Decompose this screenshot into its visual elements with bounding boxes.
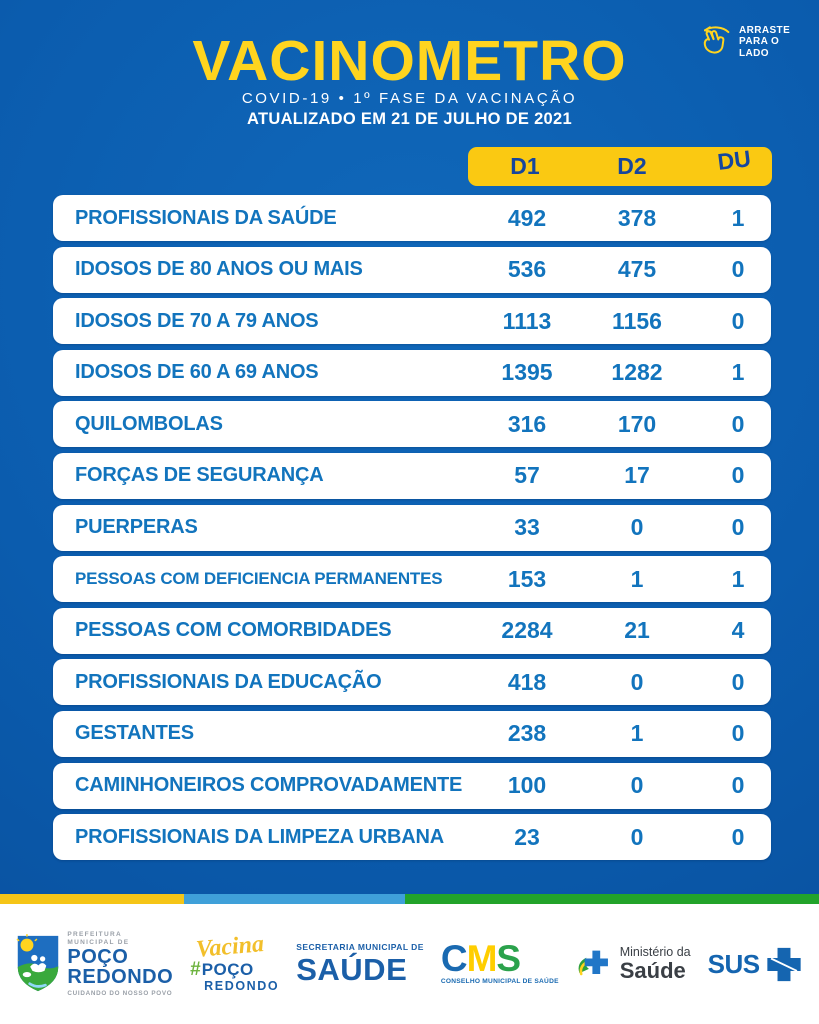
hashtag-icon: #	[190, 959, 201, 981]
ministerio-line1: Ministério da	[619, 945, 691, 960]
row-value: 536	[507, 256, 547, 283]
cms-logo	[440, 938, 559, 986]
table-row	[53, 763, 771, 809]
row-value: 492	[507, 204, 547, 231]
swipe-hint-label: ARRASTE PARA O LADO	[739, 24, 791, 59]
row-label: PROFISSIONAIS DA SAÚDE	[75, 206, 337, 229]
row-label: IDOSOS DE 70 A 79 ANOS	[75, 309, 319, 332]
table-row	[53, 453, 771, 499]
row-label: QUILOMBOLAS	[75, 412, 223, 435]
strip-lightblue	[184, 894, 405, 904]
table-row	[53, 556, 771, 602]
footer-logos	[0, 904, 819, 1024]
row-value: 0	[731, 256, 745, 283]
row-value: 4	[731, 617, 745, 644]
table-row	[53, 298, 771, 344]
page-title: VACINOMETRO	[192, 29, 627, 93]
secretaria-line2: SAÚDE	[296, 951, 408, 987]
row-value: 21	[624, 617, 650, 644]
page-subtitle: COVID-19 • 1º FASE DA VACINAÇÃO	[241, 90, 578, 107]
table-row	[53, 659, 771, 705]
prefeitura-name1: POÇO	[67, 946, 129, 969]
row-value: 1	[630, 565, 644, 592]
row-value: 23	[514, 823, 540, 850]
prefeitura-logo	[15, 931, 173, 997]
secretaria-line1: SECRETARIA MUNICIPAL DE	[296, 942, 424, 953]
row-value: 1	[731, 359, 745, 386]
row-label: CAMINHONEIROS COMPROVADAMENTE	[75, 774, 463, 797]
table-row	[53, 247, 771, 293]
table-row	[53, 350, 771, 396]
table-row	[53, 195, 771, 241]
row-value: 0	[731, 668, 745, 695]
cms-letter-s: S	[496, 938, 521, 980]
column-d1: D1	[510, 153, 540, 179]
row-label: PUERPERAS	[75, 516, 198, 539]
vacina-script-text: Vacina	[195, 931, 266, 964]
strip-yellow	[0, 894, 184, 904]
row-value: 238	[507, 720, 547, 747]
row-value: 0	[630, 823, 644, 850]
row-label: PESSOAS COM COMORBIDADES	[75, 619, 392, 642]
row-value: 170	[617, 410, 657, 437]
row-value: 1113	[502, 307, 552, 334]
row-label: PROFISSIONAIS DA EDUCAÇÃO	[75, 670, 382, 693]
row-value: 153	[507, 565, 547, 592]
column-d2: D2	[617, 153, 647, 179]
column-du: DU	[716, 145, 753, 175]
table-column-header	[468, 147, 772, 186]
footer-color-strip	[0, 894, 819, 904]
table-row	[53, 711, 771, 757]
row-value: 2284	[501, 617, 553, 644]
row-label: IDOSOS DE 60 A 69 ANOS	[75, 361, 319, 384]
sus-cross-icon	[764, 946, 804, 983]
ministerio-cross-icon	[576, 947, 614, 982]
prefeitura-line2: MUNICIPAL DE	[67, 938, 130, 946]
row-value: 57	[514, 462, 540, 489]
cms-letter-m: M	[466, 938, 497, 980]
row-value: 0	[731, 772, 745, 799]
sus-label: SUS	[707, 948, 760, 979]
table-row	[53, 505, 771, 551]
row-value: 1395	[501, 359, 553, 386]
ministerio-saude-logo	[576, 946, 691, 982]
prefeitura-slogan: CUIDANDO DO NOSSO POVO	[67, 989, 173, 997]
row-label: IDOSOS DE 80 ANOS OU MAIS	[75, 258, 363, 281]
prefeitura-name2: REDONDO	[67, 966, 174, 989]
table-row	[53, 608, 771, 654]
table-row	[53, 401, 771, 447]
row-value: 0	[731, 462, 745, 489]
prefeitura-shield-icon	[15, 933, 61, 994]
row-value: 0	[731, 823, 745, 850]
row-value: 17	[624, 462, 650, 489]
row-value: 1	[731, 204, 745, 231]
row-value: 475	[617, 256, 657, 283]
row-value: 0	[630, 514, 644, 541]
row-value: 1	[630, 720, 644, 747]
vacina-name2: REDONDO	[204, 979, 280, 994]
secretaria-saude-logo	[296, 943, 424, 985]
prefeitura-line1: PREFEITURA	[67, 930, 122, 938]
row-value: 0	[731, 514, 745, 541]
vacina-poco-redondo-logo	[190, 931, 280, 994]
row-value: 0	[731, 307, 745, 334]
row-value: 1282	[611, 359, 663, 386]
row-value: 33	[514, 514, 540, 541]
sus-logo	[708, 946, 804, 983]
cms-letter-c: C	[440, 938, 467, 980]
row-value: 0	[731, 720, 745, 747]
row-label: GESTANTES	[75, 722, 194, 745]
row-value: 0	[731, 410, 745, 437]
strip-green	[405, 894, 819, 904]
row-label: PROFISSIONAIS DA LIMPEZA URBANA	[75, 825, 444, 848]
vacina-name1: POÇO	[201, 960, 254, 980]
row-value: 0	[630, 772, 644, 799]
table-row	[53, 814, 771, 860]
row-value: 1	[731, 565, 745, 592]
row-value: 1156	[612, 307, 662, 334]
row-label: FORÇAS DE SEGURANÇA	[75, 464, 324, 487]
ministerio-line2: Saúde	[619, 957, 686, 983]
row-label: PESSOAS COM DEFICIENCIA PERMANENTES	[75, 569, 443, 589]
cms-caption: CONSELHO MUNICIPAL DE SAÚDE	[440, 978, 559, 986]
row-value: 418	[507, 668, 547, 695]
row-value: 316	[507, 410, 547, 437]
table-rows	[53, 195, 771, 866]
updated-date: ATUALIZADO EM 21 DE JULHO DE 2021	[247, 110, 572, 128]
row-value: 0	[630, 668, 644, 695]
row-value: 100	[507, 772, 547, 799]
row-value: 378	[617, 204, 657, 231]
